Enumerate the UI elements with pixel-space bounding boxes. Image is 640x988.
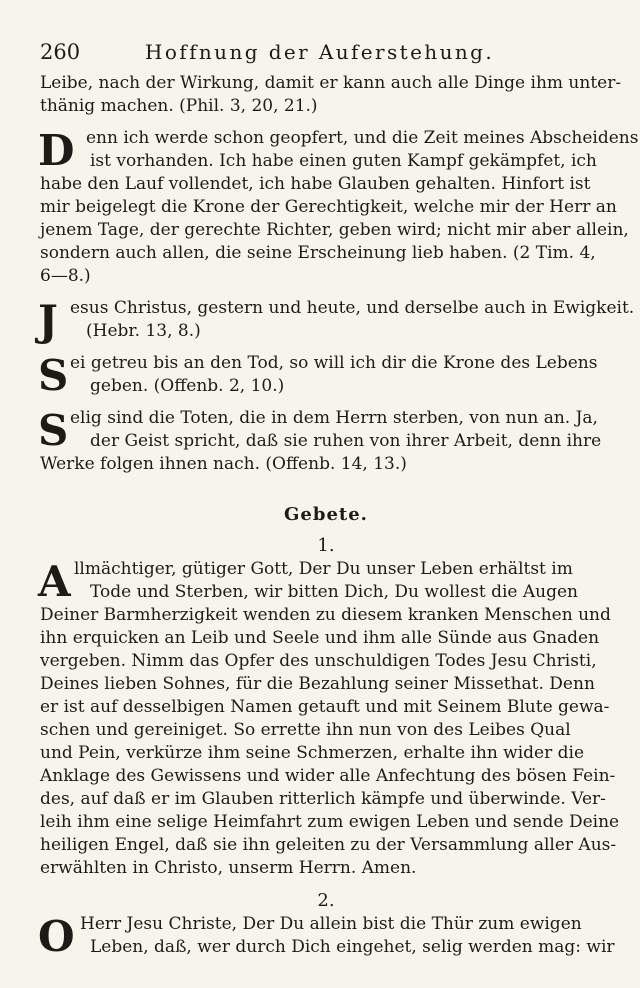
verse-line: habe den Lauf vollendet, ich habe Glauben gehalten. Hinfort ist [40, 174, 591, 194]
drop-cap-initial: S [38, 406, 69, 455]
verse-line: 6—8.) [40, 266, 91, 286]
intro-line: thänig machen. (Phil. 3, 20, 21.) [40, 96, 318, 116]
prayer-line: ihn erquicken an Leib und Seele und ihm alle Sünde aus Gnaden [40, 628, 600, 648]
drop-cap-initial: O [38, 912, 75, 961]
prayer-line: erwählten in Christo, unserm Herrn. Amen. [40, 858, 417, 878]
prayer-line: Deiner Barmherzigkeit wenden zu diesem kranken Menschen und [40, 605, 611, 625]
intro-paragraph [40, 72, 622, 118]
intro-line: Leibe, nach der Wirkung, damit er kann auch alle Dinge ihm unter- [40, 73, 622, 93]
page-number: 260 [40, 40, 81, 64]
verse-line: geben. (Offenb. 2, 10.) [90, 376, 285, 396]
drop-cap-initial: S [38, 351, 69, 400]
verse-paragraph [38, 296, 635, 345]
verse-line: sondern auch allen, die seine Erscheinung lieb haben. (2 Tim. 4, [40, 243, 596, 263]
section-title: Gebete. [284, 504, 368, 525]
verse-line: ist vorhanden. Ich habe einen guten Kampf gekämpfet, ich [90, 151, 597, 171]
prayer-line: und Pein, verkürze ihm seine Schmerzen, erhalte ihn wider die [40, 743, 585, 763]
drop-cap-initial: J [38, 296, 58, 345]
verse-line: ei getreu bis an den Tod, so will ich dir die Krone des Lebens [70, 353, 598, 373]
verse-line: mir beigelegt die Krone der Gerechtigkeit, welche mir der Herr an [40, 197, 617, 217]
drop-cap-initial: D [38, 126, 75, 175]
verse-line: esus Christus, gestern und heute, und derselbe auch in Ewigkeit. [70, 298, 635, 318]
prayer-line: Deines lieben Sohnes, für die Bezahlung seiner Missethat. Denn [40, 674, 595, 694]
prayer-line: leih ihm eine selige Heimfahrt zum ewigen Leben und sende Deine [40, 812, 620, 832]
drop-cap-initial: A [38, 557, 71, 606]
prayer-line: er ist auf desselbigen Namen getauft und mit Seinem Blute gewa- [40, 697, 610, 717]
page-header [40, 30, 612, 70]
prayer-line: Leben, daß, wer durch Dich eingehet, selig werden mag: wir [90, 937, 615, 957]
running-title: Hoffnung der Auferstehung. [145, 40, 495, 64]
prayer-line: Tode und Sterben, wir bitten Dich, Du wollest die Augen [90, 582, 578, 602]
prayer-number: 1. [317, 535, 335, 556]
prayer-line: schen und gereiniget. So errette ihn nun von des Leibes Qual [40, 720, 571, 740]
prayer-line: des, auf daß er im Glauben ritterlich kämpfe und überwinde. Ver- [40, 789, 606, 809]
prayer-line: Herr Jesu Christe, Der Du allein bist die Thür zum ewigen [80, 914, 582, 934]
verse-line: jenem Tage, der gerechte Richter, geben wird; nicht mir aber allein, [40, 220, 629, 240]
prayer-line: heiligen Engel, daß sie ihn geleiten zu der Versammlung aller Aus- [40, 835, 617, 855]
prayer-paragraph [38, 557, 620, 880]
verse-paragraph [40, 352, 612, 398]
verse-paragraph [40, 407, 612, 476]
verse-line: Werke folgen ihnen nach. (Offenb. 14, 13.) [40, 454, 407, 474]
prayer-line: Anklage des Gewissens und wider alle Anfechtung des bösen Fein- [40, 766, 616, 786]
page [38, 30, 639, 961]
verse-line: enn ich werde schon geopfert, und die Zeit meines Abscheidens [86, 128, 639, 148]
verse-line: elig sind die Toten, die in dem Herrn sterben, von nun an. Ja, [70, 408, 598, 428]
verse-line: der Geist spricht, daß sie ruhen von ihrer Arbeit, denn ihre [90, 431, 602, 451]
prayer-line: llmächtiger, gütiger Gott, Der Du unser Leben erhältst im [74, 559, 573, 579]
verse-paragraph [38, 126, 639, 288]
verse-line: (Hebr. 13, 8.) [86, 321, 201, 341]
prayer-number: 2. [317, 890, 335, 911]
prayer-line: vergeben. Nimm das Opfer des unschuldigen Todes Jesu Christi, [40, 651, 597, 671]
prayer-paragraph [38, 912, 615, 961]
